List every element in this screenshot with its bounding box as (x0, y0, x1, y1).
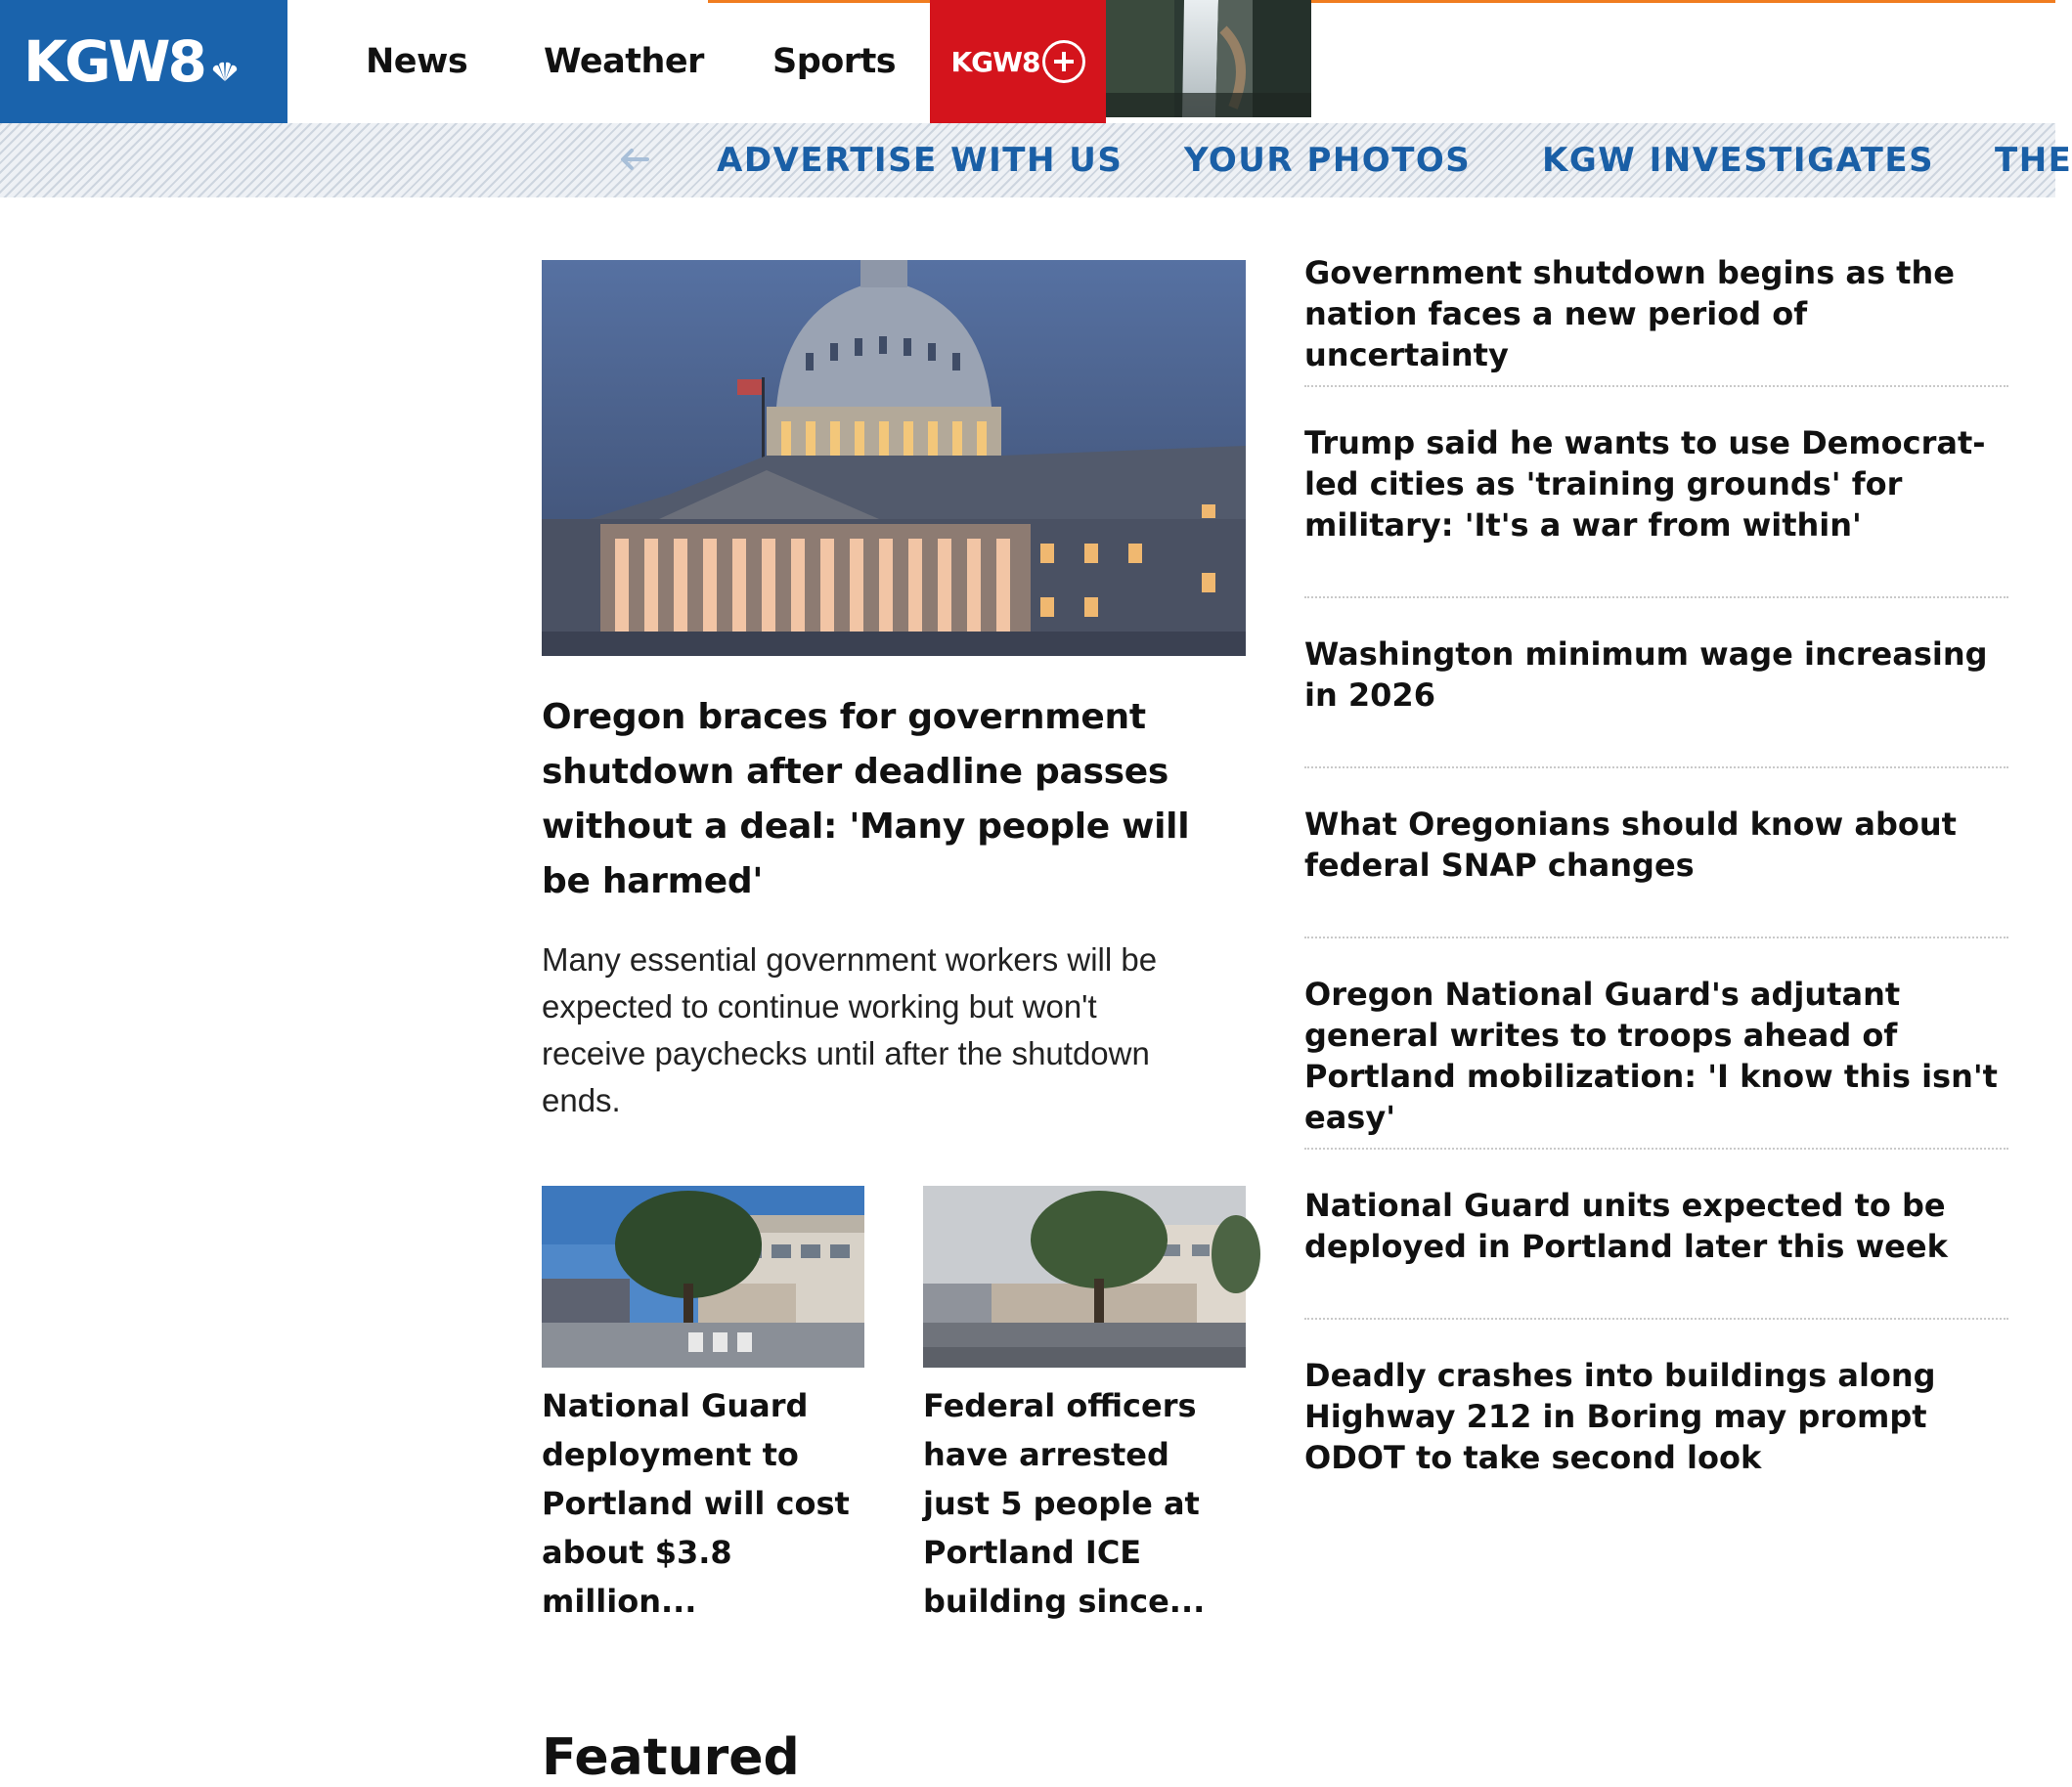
story-card[interactable] (923, 1186, 1246, 1626)
waterfall-image (1106, 0, 1311, 117)
headline-text: National Guard units expected to be deployed in Portland later this week (1304, 1187, 1948, 1265)
headline-text: Washington minimum wage increasing in 2026 (1304, 635, 1988, 714)
header-ad-image[interactable] (1106, 0, 1311, 117)
kgw8-logo[interactable] (0, 0, 287, 123)
headline-item[interactable] (1304, 1185, 2008, 1267)
headline-item[interactable] (1304, 974, 2008, 1138)
divider (1304, 1318, 2008, 1320)
headline-item[interactable] (1304, 422, 2008, 545)
headline-item[interactable] (1304, 252, 2008, 375)
story-card-title[interactable]: Federal officers have arrested just 5 people at Portland ICE building since... (923, 1387, 1206, 1620)
street-building-image (923, 1186, 1246, 1368)
divider (1304, 1148, 2008, 1150)
story-card-title[interactable]: National Guard deployment to Portland will cost about $3.8 million... (542, 1387, 850, 1620)
headline-item[interactable] (1304, 1355, 2008, 1478)
headline-text: Government shutdown begins as the nation faces a new period of uncertainty (1304, 254, 1955, 373)
headline-text: What Oregonians should know about federal SNAP changes (1304, 806, 1957, 884)
nav-news[interactable]: News (366, 42, 468, 81)
subnav-your-photos[interactable]: YOUR PHOTOS (1184, 141, 1472, 180)
nbc-peacock-icon (210, 63, 240, 82)
subnav-the[interactable]: THE (1995, 141, 2072, 180)
subnav-advertise-with-us[interactable]: ADVERTISE WITH US (717, 141, 1124, 180)
featured-section-heading: Featured (542, 1728, 800, 1787)
logo-text: KGW8 (23, 28, 204, 95)
street-building-image (542, 1186, 864, 1368)
lead-story-headline[interactable]: Oregon braces for government shutdown after deadline passes without a deal: 'Many people will be harmed' (542, 697, 1190, 901)
plus-label: KGW8 (950, 45, 1040, 78)
divider (1304, 596, 2008, 598)
lead-story-summary: Many essential government workers will be expected to continue working but won't receive paychecks until after the shutdown ends. (542, 941, 1158, 1118)
subnav-kgw-investigates[interactable]: KGW INVESTIGATES (1542, 141, 1935, 180)
site-header (0, 0, 2055, 123)
story-card-image[interactable] (923, 1186, 1246, 1368)
headline-item[interactable] (1304, 633, 2008, 716)
capitol-dome-image (542, 260, 1246, 656)
divider (1304, 385, 2008, 387)
plus-icon (1042, 40, 1085, 83)
kgw8-plus-button[interactable] (930, 0, 1106, 123)
nav-weather[interactable]: Weather (544, 42, 704, 81)
arrow-left-icon[interactable] (618, 143, 651, 176)
headline-text: Trump said he wants to use Democrat-led cities as 'training grounds' for military: 'It's a war from within' (1304, 424, 1986, 544)
divider (1304, 766, 2008, 768)
headline-item[interactable] (1304, 804, 2008, 886)
sub-navigation (0, 123, 2072, 197)
headline-text: Oregon National Guard's adjutant general writes to troops ahead of Portland mobilization: 'I know this isn't easy' (1304, 976, 1998, 1136)
headline-text: Deadly crashes into buildings along Highway 212 in Boring may prompt ODOT to take second look (1304, 1357, 1936, 1476)
divider (1304, 937, 2008, 938)
story-card-image[interactable] (542, 1186, 864, 1368)
story-card[interactable] (542, 1186, 864, 1626)
accent-bar (708, 0, 2055, 3)
lead-story-image[interactable] (542, 260, 1246, 656)
nav-sports[interactable]: Sports (772, 42, 897, 81)
